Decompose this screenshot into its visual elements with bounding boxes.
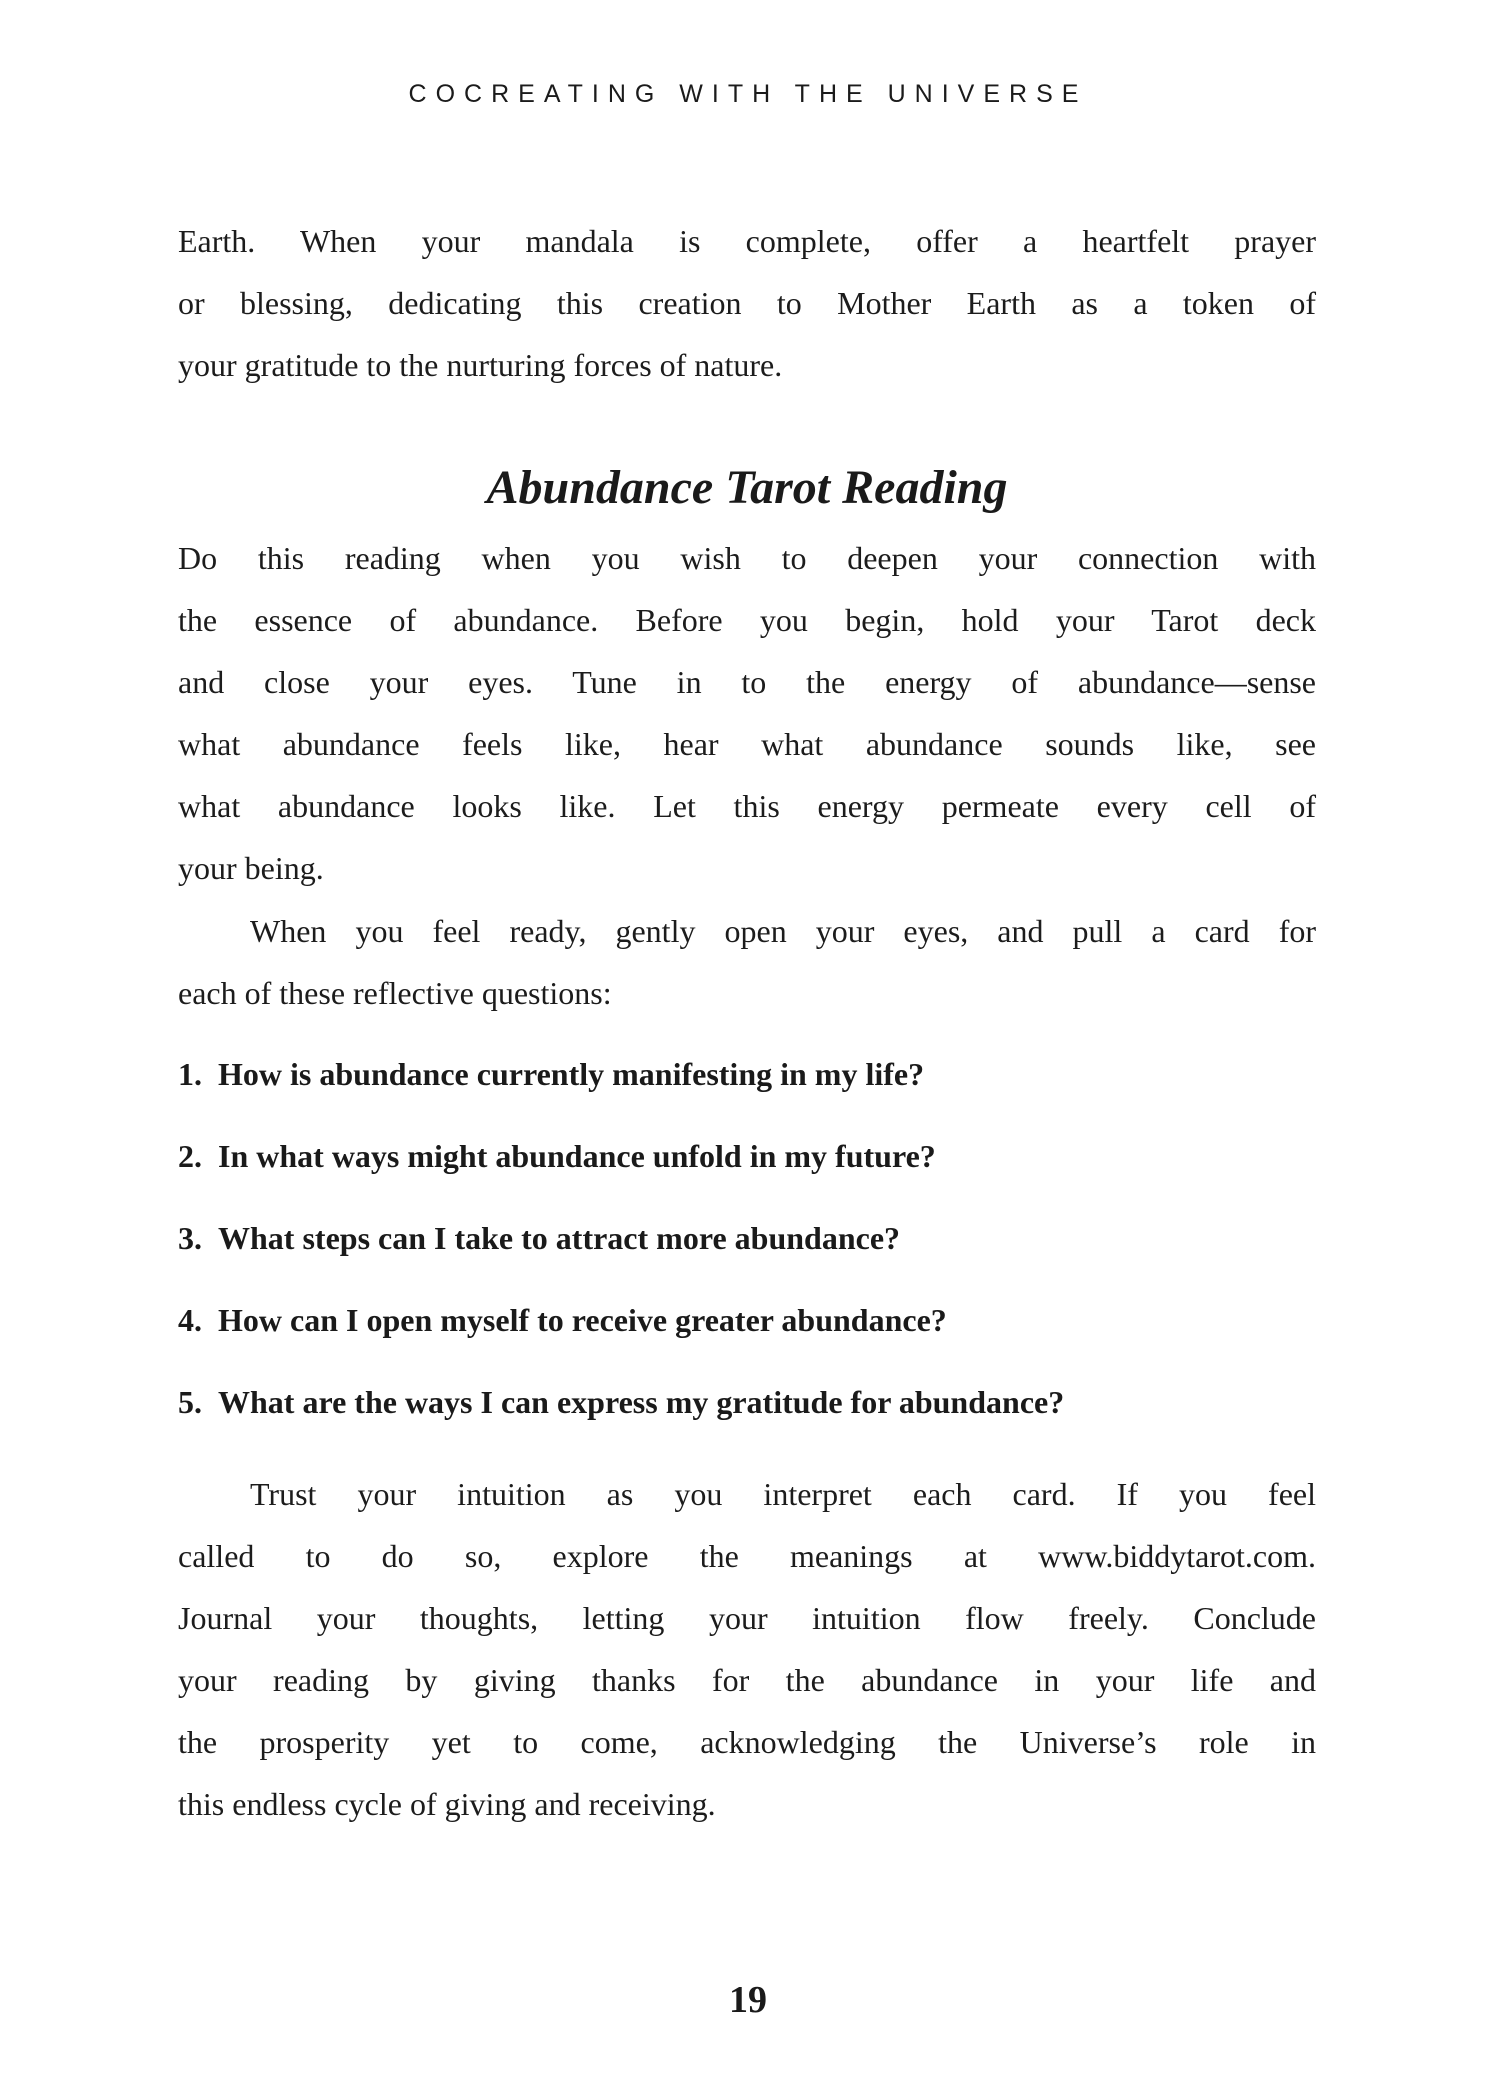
paragraph-4 (178, 1463, 1316, 1835)
list-item-text: What are the ways I can express my gratitude for abundance? (218, 1384, 1065, 1420)
paragraph-line: your being. (178, 850, 324, 886)
list-item-text: In what ways might abundance unfold in my future? (218, 1138, 936, 1174)
list-item-text: How can I open myself to receive greater abundance? (218, 1302, 947, 1338)
paragraph-line: Earth. When your mandala is complete, offer a heartfelt prayer (178, 223, 1316, 259)
list-item (178, 1289, 1316, 1351)
paragraph-line: each of these reflective questions: (178, 975, 612, 1011)
paragraph-line: and close your eyes. Tune in to the energy of abundance—sense (178, 664, 1316, 700)
paragraph-1 (178, 210, 1316, 396)
paragraph-3 (178, 900, 1316, 1024)
list-item-number: 1. (178, 1056, 202, 1092)
list-item-text: What steps can I take to attract more abundance? (218, 1220, 901, 1256)
paragraph-line: what abundance feels like, hear what abundance sounds like, see (178, 726, 1316, 762)
list-item (178, 1207, 1316, 1269)
paragraph-line: Do this reading when you wish to deepen your connection with (178, 540, 1316, 576)
page-number: 19 (729, 1979, 767, 2021)
paragraph-line: When you feel ready, gently open your eyes, and pull a card for (250, 913, 1316, 949)
list-item (178, 1371, 1316, 1433)
paragraph-line: the essence of abundance. Before you begin, hold your Tarot deck (178, 602, 1316, 638)
paragraph-line: or blessing, dedicating this creation to Mother Earth as a token of (178, 285, 1316, 321)
paragraph-line: your gratitude to the nurturing forces of nature. (178, 347, 783, 383)
list-item (178, 1043, 1316, 1105)
paragraph-line: the prosperity yet to come, acknowledging the Universe’s role in (178, 1724, 1316, 1760)
list-item-text: How is abundance currently manifesting in my life? (218, 1056, 925, 1092)
paragraph-line: this endless cycle of giving and receiving. (178, 1786, 716, 1822)
paragraph-2 (178, 527, 1316, 899)
running-header: COCREATING WITH THE UNIVERSE (408, 80, 1088, 108)
paragraph-line: what abundance looks like. Let this energy permeate every cell of (178, 788, 1316, 824)
list-item-number: 5. (178, 1384, 202, 1420)
paragraph-line: Journal your thoughts, letting your intuition flow freely. Conclude (178, 1600, 1316, 1636)
list-item-number: 3. (178, 1220, 202, 1256)
paragraph-line: your reading by giving thanks for the abundance in your life and (178, 1662, 1316, 1698)
list-item-number: 2. (178, 1138, 202, 1174)
list-item-number: 4. (178, 1302, 202, 1338)
list-item (178, 1125, 1316, 1187)
section-heading: Abundance Tarot Reading (486, 461, 1008, 514)
paragraph-line: called to do so, explore the meanings at www.biddytarot.com. (178, 1538, 1316, 1574)
paragraph-line: Trust your intuition as you interpret each card. If you feel (250, 1476, 1316, 1512)
